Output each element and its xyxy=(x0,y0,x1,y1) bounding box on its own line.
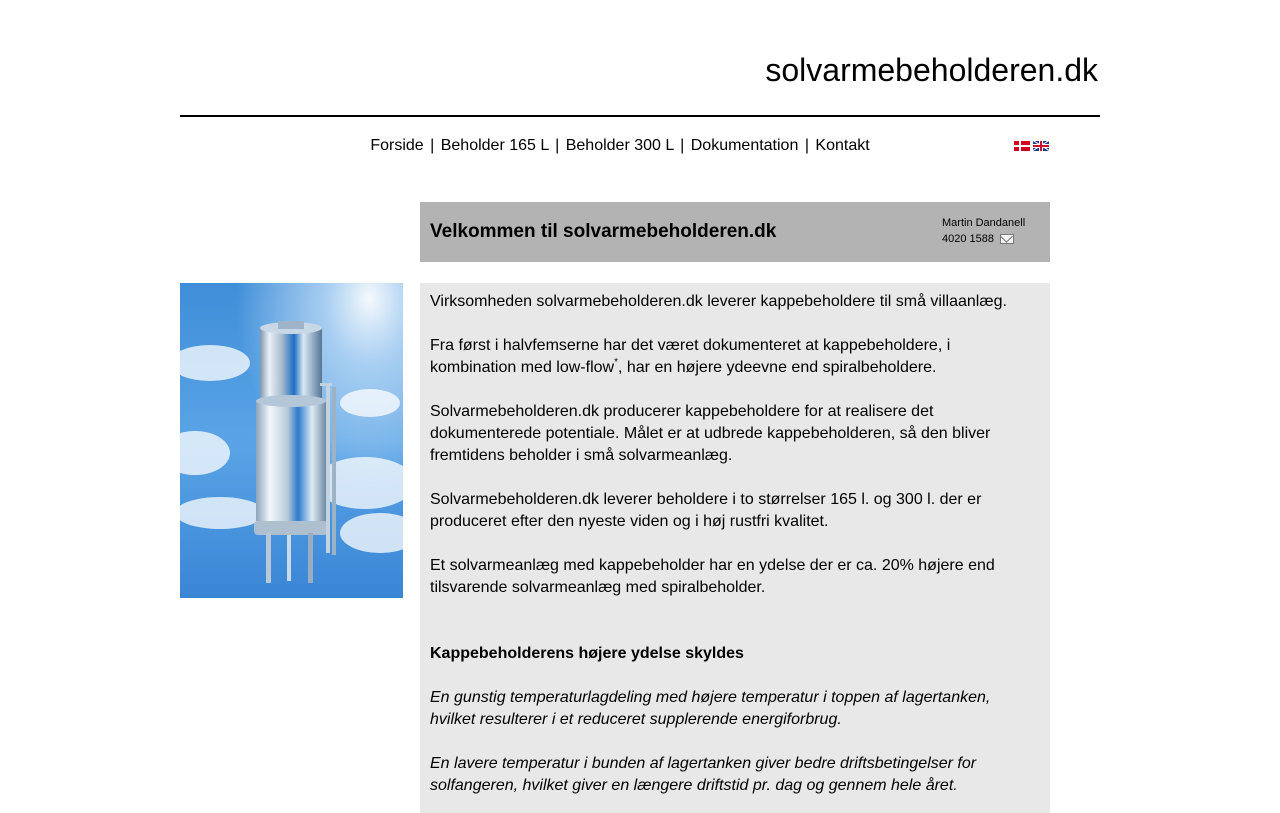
welcome-heading: Velkommen til solvarmebeholderen.dk xyxy=(430,221,777,242)
contact-name: Martin Dandanell xyxy=(942,217,1026,229)
production-paragraph: Solvarmebeholderen.dk producerer kappebeholdere for at realisere det dokumenterede potentiale. Målet er at udbrede kappebeholderen, så den bliver fremtidens beholder i små solvarmeanlæg. xyxy=(430,403,991,464)
tank-image xyxy=(180,283,403,598)
main-navigation xyxy=(180,136,1060,156)
yield-paragraph: Et solvarmeanlæg med kappebeholder har en ydelse der er ca. 20% højere end tilsvarende solvarmeanlæg med spiralbeholder. xyxy=(430,557,995,596)
nav-beholder-165[interactable]: Beholder 165 L xyxy=(440,137,549,154)
nav-dokumentation[interactable]: Dokumentation xyxy=(690,137,799,154)
lowflow-paragraph: Fra først i halvfemserne har det været dokumenteret at kappebeholdere, i kombination med low-flow*, har en højere ydeevne end spiralbeholdere. xyxy=(430,337,951,376)
sizes-paragraph: Solvarmebeholderen.dk leverer beholdere i to størrelser 165 l. og 300 l. der er produceret efter den nyeste viden og i høj rustfri kvalitet. xyxy=(430,491,982,530)
site-title: solvarmebeholderen.dk xyxy=(765,52,1098,88)
main-content xyxy=(420,283,1050,813)
nav-kontakt[interactable]: Kontakt xyxy=(815,137,870,154)
nav-separator: | xyxy=(430,137,435,154)
nav-forside[interactable]: Forside xyxy=(370,137,424,154)
footnote-marker[interactable]: * xyxy=(614,357,618,368)
intro-paragraph: Virksomheden solvarmebeholderen.dk leverer kappebeholdere til små villaanlæg. xyxy=(430,293,1007,310)
reason-2: En lavere temperatur i bunden af lagertanken giver bedre driftsbetingelser for solfangeren, hvilket giver en længere driftstid pr. dag og gennem hele året. xyxy=(430,755,977,794)
contact-phone: 4020 1588 xyxy=(942,233,994,245)
uk-flag-icon[interactable] xyxy=(1033,141,1049,151)
nav-separator: | xyxy=(680,137,685,154)
yield-heading: Kappebeholderens højere ydelse skyldes xyxy=(430,645,744,662)
welcome-banner xyxy=(420,202,1050,262)
nav-separator: | xyxy=(555,137,560,154)
nav-beholder-300[interactable]: Beholder 300 L xyxy=(565,137,674,154)
mail-icon[interactable] xyxy=(1000,234,1014,244)
language-switcher xyxy=(1014,141,1049,151)
danish-flag-icon[interactable] xyxy=(1014,141,1030,151)
nav-separator: | xyxy=(804,137,809,154)
header-divider xyxy=(180,115,1100,117)
reason-1: En gunstig temperaturlagdeling med højere temperatur i toppen af lagertanken, hvilket resulterer i et reduceret supplerende energiforbrug. xyxy=(430,689,991,728)
contact-info xyxy=(942,215,1025,247)
